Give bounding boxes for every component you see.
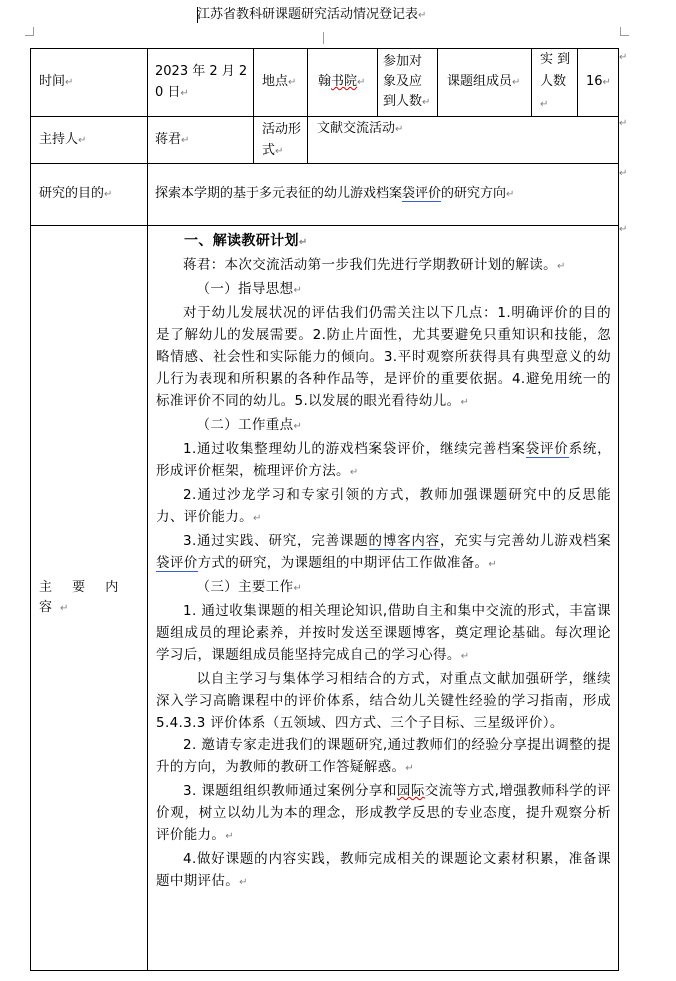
purpose-value[interactable]: 探索本学期的基于多元表征的幼儿游戏档案袋评价的研究方向↵ (148, 164, 619, 226)
actual-count-label: 实 到 人数↵ (532, 49, 578, 117)
work-item-3: 3. 课题组组织教师通过案例分享和园际交流等方式,增强教师科学的评价观，树立以幼儿为本的理念，形成教学反思的专业态度，提升观察分析评价能力。↵ (156, 783, 611, 843)
subheading-main-work: （三）主要工作↵ (196, 579, 303, 595)
time-value[interactable]: 2023 年 2 月 20 日↵ (148, 49, 254, 117)
host-label: 主持人↵ (31, 117, 148, 164)
place-value[interactable]: 翰书院↵ (308, 49, 378, 117)
work-item-1: 1. 通过收集课题的相关理论知识,借助自主和集中交流的形式，丰富课题组成员的理论素养，并按时发送至课题博客，奠定理论基础。每次理论学习后，课题组成员能坚持完成自己的学习心得。↵ (156, 603, 611, 663)
intro-paragraph: 蒋君：本次交流活动第一步我们先进行学期教研计划的解读。↵ (183, 257, 566, 273)
work-item-4: 4.做好课题的内容实践，教师完成相关的课题论文素材积累，准备课题中期评估。↵ (156, 851, 611, 889)
crop-mark-icon (323, 32, 324, 44)
row-end-mark-icon: ↵ (619, 224, 628, 235)
table-row-content (31, 226, 619, 971)
main-content-label: 主 要 内 容↵ (31, 226, 148, 971)
activity-form-value[interactable]: 文献交流活动↵ (308, 117, 619, 164)
subheading-guiding-thought: （一）指导思想↵ (196, 281, 303, 297)
section-heading: 一、解读教研计划↵ (184, 233, 308, 249)
subheading-work-focus: （二）工作重点↵ (196, 417, 303, 433)
paragraph-mark-icon: ↵ (418, 10, 427, 21)
participants-label: 参加对象及应到人数↵ (378, 49, 438, 117)
guiding-thought-paragraph: 对于幼儿发展状况的评估我们仍需关注以下几点：1.明确评价的目的是了解幼儿的发展需要。2.防止片面性，尤其要避免只重知识和技能，忽略情感、社会性和实际能力的倾向。3.平时观察所获得具有典型意义的幼儿行为表现和所积累的各种作品等，是评价的重要依据。4.避免用统一的标准评价不同的幼儿。5.以发展的眼光看待幼儿。↵ (156, 305, 611, 409)
table-row-purpose (31, 164, 619, 226)
row-end-mark-icon: ↵ (619, 52, 628, 63)
focus-item-3: 3.通过实践、研究，完善课题的博客内容，充实与完善幼儿游戏档案袋评价方式的研究，为课题组的中期评估工作做准备。↵ (156, 533, 612, 571)
document-title[interactable]: 江苏省教科研课题研究活动情况登记表↵ (197, 7, 427, 22)
focus-item-1: 1.通过收集整理幼儿的游戏档案袋评价，继续完善档案袋评价系统，形成评价框架，梳理评价方法。↵ (156, 441, 611, 479)
row-end-mark-icon: ↵ (619, 118, 628, 129)
table-row-info (31, 49, 619, 117)
activity-form-label: 活动形式↵ (254, 117, 308, 164)
table-row-host (31, 117, 619, 164)
row-end-mark-icon: ↵ (619, 168, 628, 179)
crop-mark-icon (25, 27, 34, 36)
crop-mark-icon (620, 27, 629, 36)
actual-count-value[interactable]: 16↵ (578, 49, 619, 117)
main-content-body[interactable] (148, 226, 619, 971)
focus-item-2: 2.通过沙龙学习和专家引领的方式，教师加强课题研究中的反思能力、评价能力。↵ (156, 487, 611, 525)
participants-value[interactable]: 课题组成员↵ (438, 49, 532, 117)
registration-table (30, 48, 619, 971)
place-label: 地点↵ (254, 49, 308, 117)
purpose-label: 研究的目的↵ (31, 164, 148, 226)
host-value[interactable]: 蒋君↵ (148, 117, 254, 164)
work-item-2: 2. 邀请专家走进我们的课题研究,通过教师们的经验分享提出调整的提升的方向，为教师的教研工作答疑解惑。↵ (156, 737, 611, 775)
work-item-1b: 以自主学习与集体学习相结合的方式，对重点文献加强研学，继续深入学习高瞻课程中的评价体系，结合幼儿关键性经验的学习指南，形成 5.4.3.3 评价体系（五领域、四方式、三个子目标、三星级评价）。 (156, 671, 611, 731)
time-label: 时间↵ (31, 49, 148, 117)
